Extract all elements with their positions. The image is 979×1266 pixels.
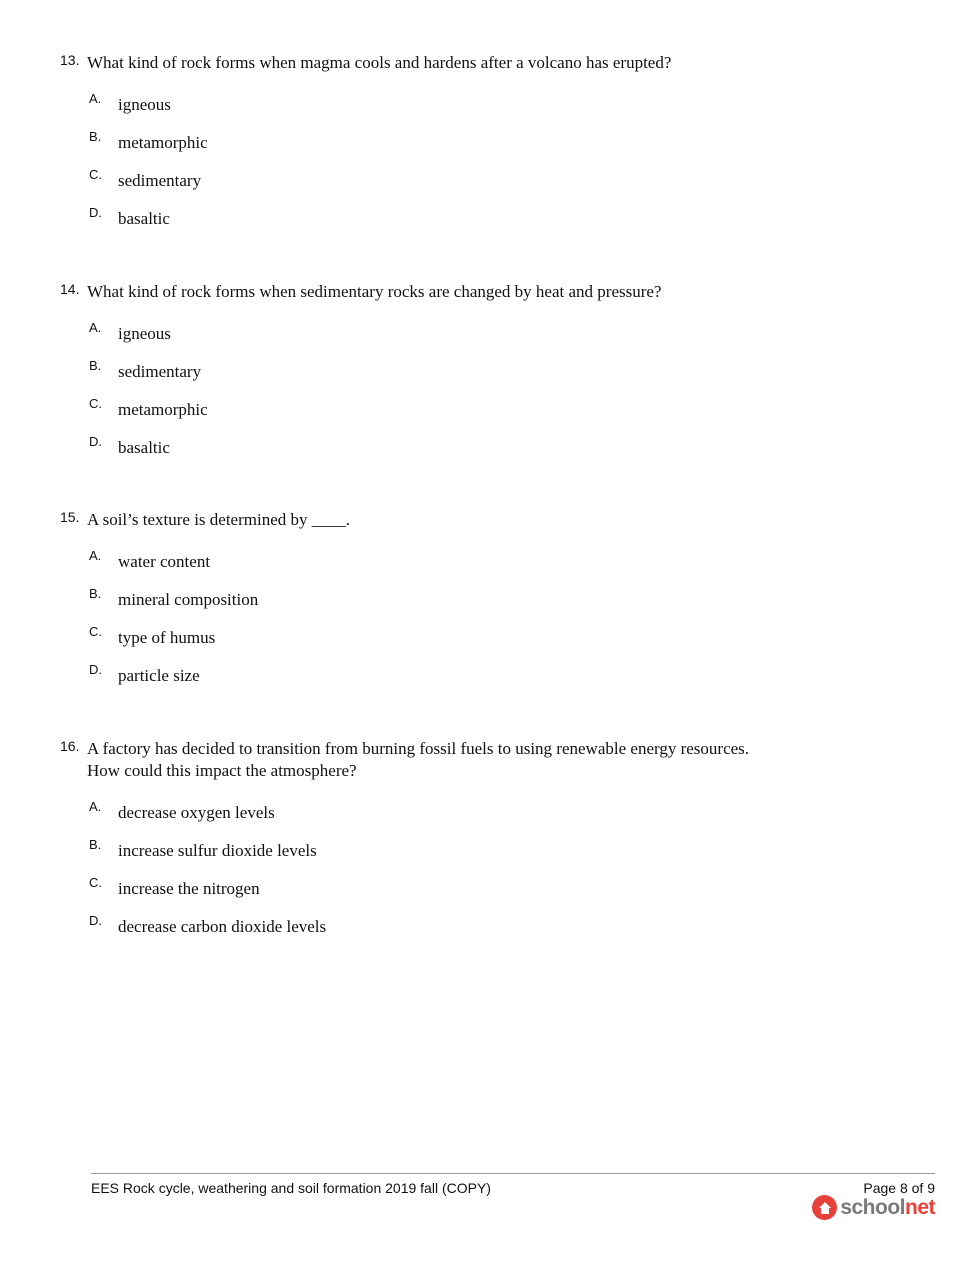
question-number: 14. (60, 281, 80, 297)
option-text: decrease carbon dioxide levels (118, 917, 327, 936)
option-text: mineral composition (118, 590, 259, 609)
option-letter: D. (89, 434, 102, 449)
answer-option-c[interactable] (60, 167, 940, 208)
question-text: What kind of rock forms when sedimentary rocks are changed by heat and pressure? (87, 282, 662, 301)
answer-option-b[interactable] (60, 586, 940, 627)
option-letter: C. (89, 624, 102, 639)
option-letter: D. (89, 913, 102, 928)
option-letter: A. (89, 548, 102, 563)
answer-option-c[interactable] (60, 875, 940, 916)
option-text: particle size (118, 666, 200, 685)
question-14 (60, 281, 940, 475)
option-text: increase the nitrogen (118, 879, 260, 898)
answer-option-a[interactable] (60, 91, 940, 132)
question-16 (60, 738, 940, 954)
option-text: metamorphic (118, 400, 208, 419)
answer-option-b[interactable] (60, 358, 940, 399)
option-text: igneous (118, 324, 171, 343)
answer-option-d[interactable] (60, 205, 940, 246)
logo-wordmark: schoolnet (840, 1195, 935, 1219)
option-text: metamorphic (118, 133, 208, 152)
question-13 (60, 52, 940, 246)
option-text: sedimentary (118, 362, 202, 381)
question-text: A factory has decided to transition from burning fossil fuels to using renewable energy resources. How could this impact the atmosphere? (87, 739, 750, 780)
option-text: water content (118, 552, 211, 571)
answer-option-a[interactable] (60, 799, 940, 840)
option-letter: B. (89, 586, 102, 601)
answer-options (60, 799, 940, 954)
option-text: basaltic (118, 438, 170, 457)
option-letter: D. (89, 205, 102, 220)
answer-option-a[interactable] (60, 548, 940, 589)
option-letter: B. (89, 129, 102, 144)
answer-options (60, 548, 940, 703)
schoolnet-house-icon (812, 1195, 837, 1220)
option-text: sedimentary (118, 171, 202, 190)
option-text: increase sulfur dioxide levels (118, 841, 317, 860)
option-letter: C. (89, 875, 102, 890)
question-15 (60, 509, 940, 703)
answer-option-b[interactable] (60, 129, 940, 170)
question-text: A soil’s texture is determined by ____. (87, 510, 350, 529)
option-text: type of humus (118, 628, 216, 647)
schoolnet-logo (812, 1195, 935, 1220)
question-number: 16. (60, 738, 80, 754)
page-indicator: Page 8 of 9 (863, 1180, 935, 1196)
option-letter: A. (89, 91, 102, 106)
footer-document-title: EES Rock cycle, weathering and soil formation 2019 fall (COPY) (91, 1180, 491, 1196)
question-number: 15. (60, 509, 80, 525)
option-letter: A. (89, 320, 102, 335)
answer-options (60, 91, 940, 246)
option-letter: B. (89, 837, 102, 852)
answer-option-b[interactable] (60, 837, 940, 878)
option-letter: C. (89, 167, 102, 182)
footer-divider (91, 1173, 935, 1174)
answer-option-c[interactable] (60, 396, 940, 437)
option-text: igneous (118, 95, 171, 114)
answer-option-c[interactable] (60, 624, 940, 665)
option-letter: C. (89, 396, 102, 411)
option-letter: D. (89, 662, 102, 677)
option-letter: B. (89, 358, 102, 373)
option-text: decrease oxygen levels (118, 803, 275, 822)
option-text: basaltic (118, 209, 170, 228)
answer-option-a[interactable] (60, 320, 940, 361)
answer-option-d[interactable] (60, 434, 940, 475)
answer-options (60, 320, 940, 475)
answer-option-d[interactable] (60, 662, 940, 703)
question-text: What kind of rock forms when magma cools and hardens after a volcano has erupted? (87, 53, 672, 72)
option-letter: A. (89, 799, 102, 814)
answer-option-d[interactable] (60, 913, 940, 954)
question-number: 13. (60, 52, 80, 68)
